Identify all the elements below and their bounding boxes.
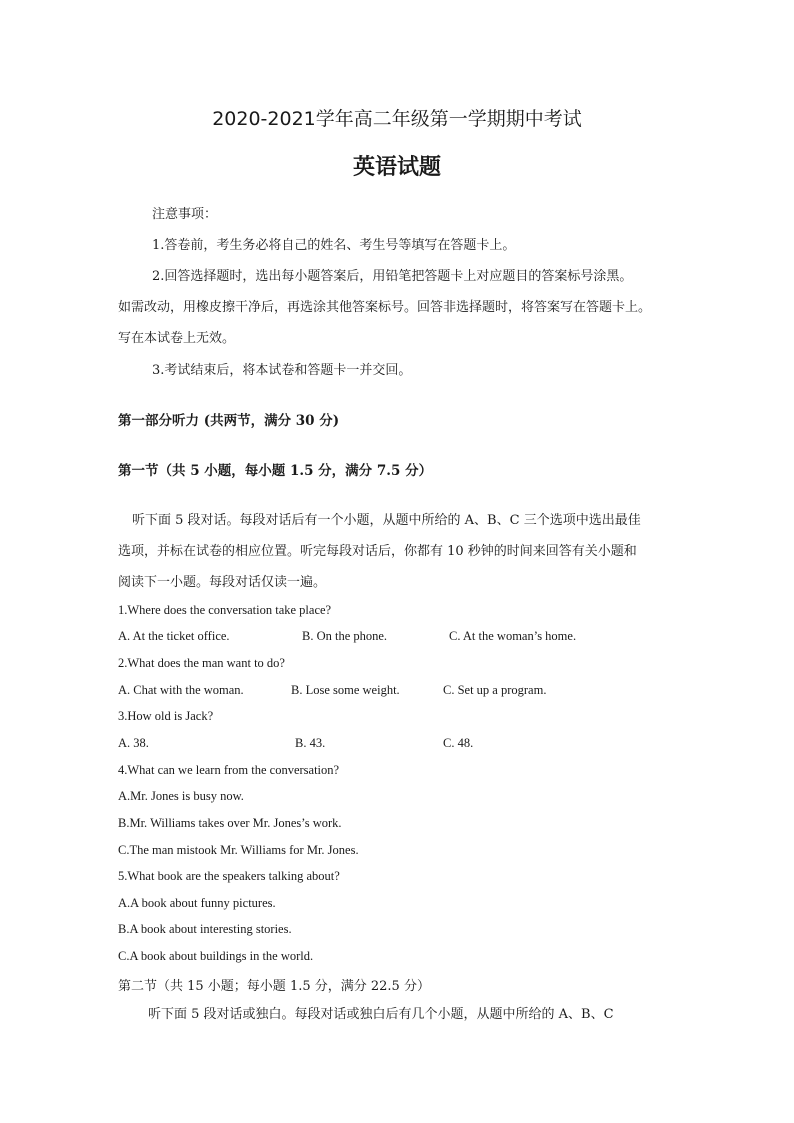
question-5-option-c: C.A book about buildings in the world. [118,949,314,963]
question-5-option-a: A.A book about funny pictures. [118,896,276,910]
question-3-option-c: C. 48. [443,736,474,750]
question-3-option-b: B. 43. [295,736,326,750]
question-3-option-a: A. 38. [118,736,149,750]
note-item-2-line-2: 如需改动，用橡皮擦干净后，再选涂其他答案标号。回答非选择题时，将答案写在答题卡上。 [118,300,652,315]
section2-heading: 第二节（共 15 小题；每小题 1.5 分，满分 22.5 分） [118,979,430,994]
section1-instructions-line-1: 听下面 5 段对话。每段对话后有一个小题，从题中所给的 A、B、C 三个选项中选出最佳 [132,513,641,528]
section2-instructions-line-1: 听下面 5 段对话或独白。每段对话或独白后有几个小题，从题中所给的 A、B、C [148,1007,614,1022]
question-2-option-b: B. Lose some weight. [291,683,400,697]
note-item-2-line-3: 写在本试卷上无效。 [118,331,236,346]
question-2-stem: 2.What does the man want to do? [118,656,285,670]
question-1-option-a: A. At the ticket office. [118,629,230,643]
question-1-option-b: B. On the phone. [302,629,388,643]
section1-instructions-line-2: 选项，并标在试卷的相应位置。听完每段对话后，你都有 10 秒钟的时间来回答有关小题和 [118,544,637,559]
question-2-option-a: A. Chat with the woman. [118,683,244,697]
question-5-option-b: B.A book about interesting stories. [118,922,292,936]
exam-title: 2020-2021学年高二年级第一学期期中考试 [212,108,582,130]
question-3-stem: 3.How old is Jack? [118,709,214,723]
question-2-option-c: C. Set up a program. [443,683,547,697]
question-1-option-c: C. At the woman’s home. [449,629,577,643]
part1-heading: 第一部分听力 (共两节，满分 30 分) [118,413,340,429]
question-4-option-b: B.Mr. Williams takes over Mr. Jones’s work. [118,816,342,830]
question-4-option-c: C.The man mistook Mr. Williams for Mr. Jones. [118,843,359,857]
note-item-2-line-1: 2.回答选择题时，选出每小题答案后，用铅笔把答题卡上对应题目的答案标号涂黑。 [152,269,633,284]
question-5-stem: 5.What book are the speakers talking about? [118,869,340,883]
section1-instructions-line-3: 阅读下一小题。每段对话仅读一遍。 [118,575,327,590]
note-item-3: 3.考试结束后，将本试卷和答题卡一并交回。 [152,363,412,378]
note-item-1: 1.答卷前，考生务必将自己的姓名、考生号等填写在答题卡上。 [152,238,516,253]
question-4-option-a: A.Mr. Jones is busy now. [118,789,244,803]
question-4-stem: 4.What can we learn from the conversation? [118,763,340,777]
section1-heading: 第一节（共 5 小题，每小题 1.5 分，满分 7.5 分） [118,463,433,479]
notes-heading: 注意事项： [152,207,218,222]
exam-subtitle: 英语试题 [352,155,441,180]
question-1-stem: 1.Where does the conversation take place? [118,603,332,617]
